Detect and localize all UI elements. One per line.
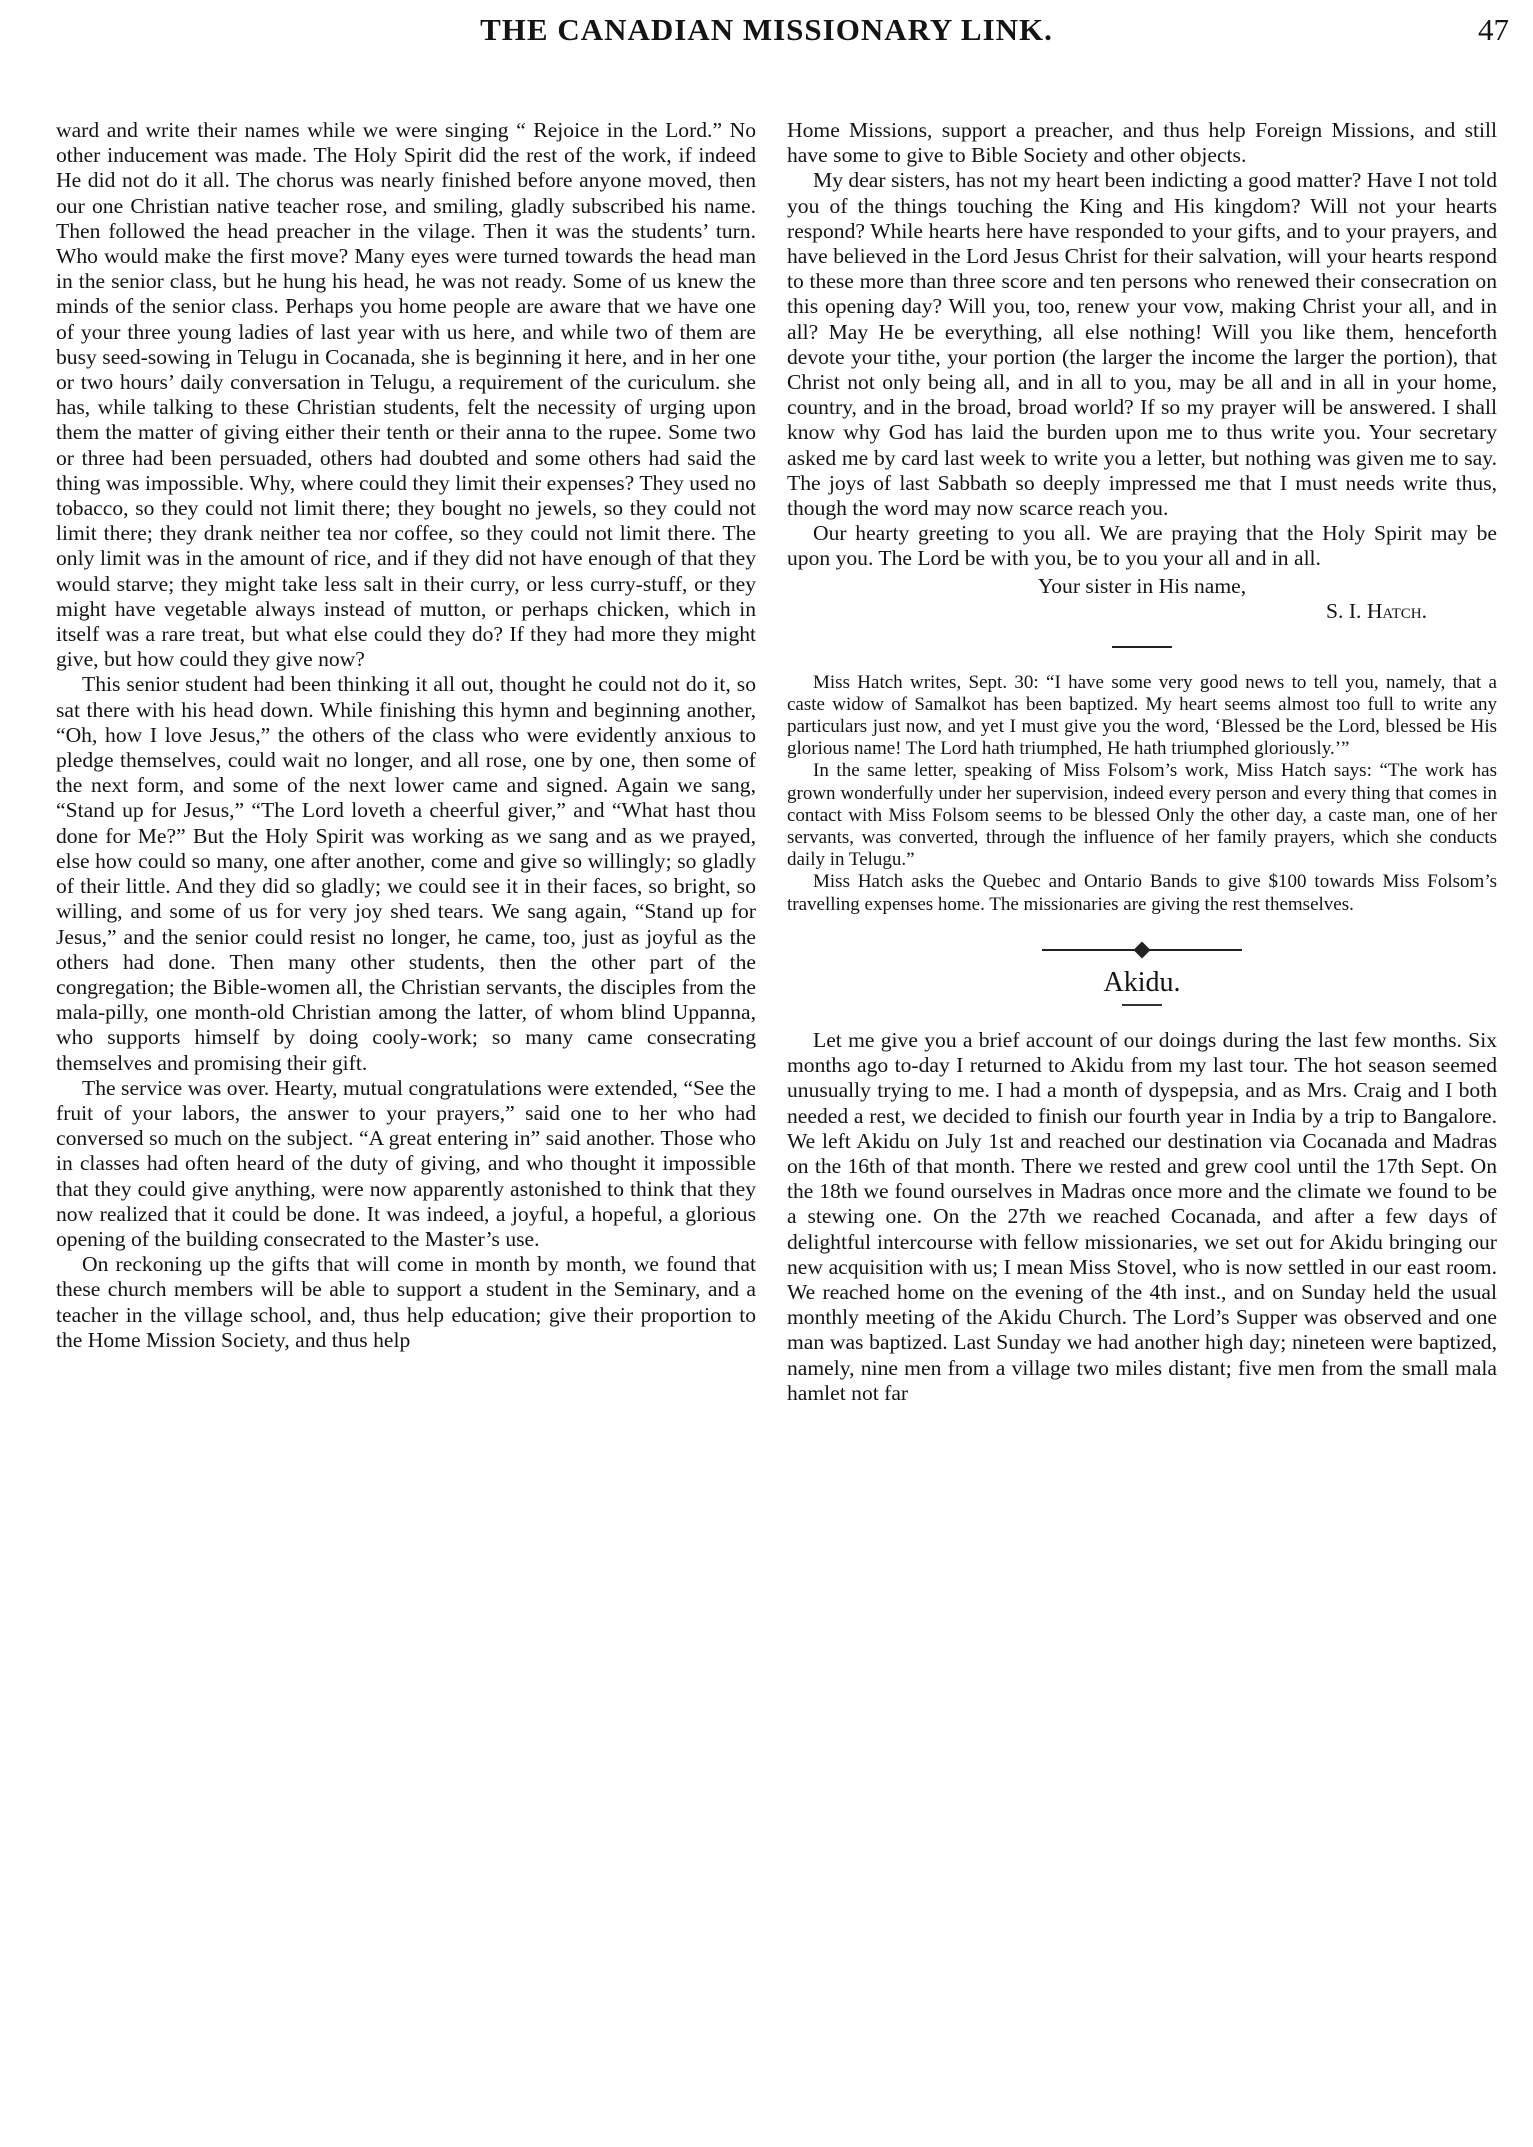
- paragraph: Our hearty greeting to you all. We are praying that the Holy Spirit may be upon you. The Lord be with you, be to you your all and in all.: [787, 521, 1497, 571]
- paragraph: The service was over. Hearty, mutual congratulations were extended, “See the fruit of your labors, the answer to your prayers,” said one to her who had conversed so much on the subject. “A great entering in” said another. Those who in classes had often heard of the duty of giving, and who thought it impossible that they could give anything, were now apparently astonished to think that they now realized that it could be done. It was indeed, a joyful, a hopeful, a glorious opening of the building consecrated to the Master’s use.: [56, 1075, 756, 1251]
- letter-signature: S. I. Hatch.: [1326, 598, 1427, 623]
- paragraph: ward and write their names while we were singing “ Rejoice in the Lord.” No other inducement was made. The Holy Spirit did the rest of the work, if indeed He did not do it all. The chorus was nearly finished before anyone moved, then our one Christian native teacher rose, and smiling, gladly subscribed his name. Then followed the head preacher in the vilage. Then it was the students’ turn. Who would make the first move? Many eyes were turned towards the head man in the senior class, but he hung his head, he was not ready. Some of us knew the minds of the senior class. Perhaps you home people are aware that we have one of your three young ladies of last year with us here, and while two of them are busy seed-sowing in Telugu in Cocanada, she is beginning it here, and in her one or two hours’ daily conversation in Telugu, a requirement of the curiculum. she has, while talking to these Christian students, felt the necessity of urging upon them the matter of giving either their tenth or their anna to the rupee. Some two or three had been persuaded, others had doubted and some others had said the thing was impossible. Why, where could they limit their expenses? They used no tobacco, so they could not limit there; they bought no jewels, so they could not limit there; they drank neither tea nor coffee, so they could not limit there. The only limit was in the amount of rice, and if they did not have enough of that they would starve; they might take less salt in their curry, or less curry-stuff, or they might have vegetable always instead of mutton, or perhaps chicken, which in itself was a rare treat, but what else could they do? If they had more they might give, but how could they give now?: [56, 118, 756, 672]
- left-column: [56, 118, 756, 1353]
- right-column: [787, 118, 1497, 1406]
- page-number: 47: [1478, 12, 1509, 47]
- separator-rule: [1112, 646, 1172, 648]
- paragraph: This senior student had been thinking it all out, thought he could not do it, so sat there with his head down. While finishing this hymn and beginning another, “Oh, how I love Jesus,” the others of the class who were evidently anxious to pledge themselves, could wait no longer, and all rose, one by one, then some of the next form, and some of the next lower came and signed. Again we sang, “Stand up for Jesus,” “The Lord loveth a cheerful giver,” and “What hast thou done for Me?” But the Holy Spirit was working as we sang and as we prayed, else how could so many, one after another, come and give so willingly; so gladly of their little. And they did so gladly; we could see it in their faces, so bright, so willing, and some of us for very joy shed tears. We sang again, “Stand up for Jesus,” and the senior could resist no longer, he came, too, just as joyful as the others had done. Then many other students, then the other part of the congregation; the Bible-women all, the Christian servants, the disciples from the mala-pilly, one month-old Christian among the latter, of whom blind Uppanna, who supports himself by doing cooly-work; so many came consecrating themselves and promising their gift.: [56, 672, 756, 1075]
- section-heading: Akidu.: [1103, 966, 1181, 998]
- ornamental-rule: [1042, 944, 1242, 956]
- news-note: Miss Hatch asks the Quebec and Ontario Bands to give $100 towards Miss Folsom’s travelling expenses home. The missionaries are giving the rest themselves.: [787, 871, 1497, 915]
- news-note: In the same letter, speaking of Miss Folsom’s work, Miss Hatch says: “The work has grown wonderfully under her supervision, indeed every person and every thing that comes in contact with Miss Folsom seems to be blessed Only the other day, a caste man, one of her servants, was converted, through the influence of her family prayers, which she conducts daily in Telugu.”: [787, 760, 1497, 871]
- heading-underline: [1122, 1004, 1162, 1006]
- paragraph: Let me give you a brief account of our doings during the last few months. Six months ago to-day I returned to Akidu from my last tour. The hot season seemed unusually trying to me. I had a month of dyspepsia, and as Mrs. Craig and I both needed a rest, we decided to finish our fourth year in India by a trip to Bangalore. We left Akidu on July 1st and reached our destination via Cocanada and Madras on the 16th of that month. There we rested and grew cool until the 17th Sept. On the 18th we found ourselves in Madras once more and the climate we found to be a stewing one. On the 27th we reached Cocanada, and after a few days of delightful intercourse with fellow missionaries, we set out for Akidu bringing our new acquisition with us; I mean Miss Stovel, who is now settled in our east room. We reached home on the evening of the 4th inst., and on Sunday held the usual monthly meeting of the Akidu Church. The Lord’s Supper was observed and one man was baptized. Last Sunday we had another high day; nineteen were baptized, namely, nine men from a village two miles distant; five men from the small mala hamlet not far: [787, 1027, 1497, 1405]
- ornament-diamond-icon: [1134, 941, 1151, 958]
- paragraph: My dear sisters, has not my heart been indicting a good matter? Have I not told you of the things touching the King and His kingdom? Will not your hearts respond? While hearts here have responded to your gifts, and to your prayers, and have believed in the Lord Jesus Christ for their salvation, will your hearts respond to these more than three score and ten persons who renewed their consecration on this opening day? Will you, too, renew your vow, making Christ your all, and in all? May He be everything, all else nothing! Will you like them, henceforth devote your tithe, your portion (the larger the income the larger the portion), that Christ not only being all, and in all to you, may be all and in all in your home, country, and in the broad, broad world? If so my prayer will be answered. I shall know why God has laid the burden upon me to thus write you. Your secretary asked me by card last week to write you a letter, but nothing was given me to say. The joys of last Sabbath so deeply impressed me that I must needs write thus, though the word may now scarce reach you.: [787, 168, 1497, 521]
- paragraph: Home Missions, support a preacher, and thus help Foreign Missions, and still have some to give to Bible Society and other objects.: [787, 118, 1497, 168]
- letter-closing: Your sister in His name,: [1037, 573, 1247, 598]
- masthead-title: THE CANADIAN MISSIONARY LINK.: [480, 12, 1053, 47]
- page-header: [0, 12, 1533, 52]
- paragraph: On reckoning up the gifts that will come in month by month, we found that these church members will be able to support a student in the Seminary, and a teacher in the village school, and, thus help education; give their proportion to the Home Mission Society, and thus help: [56, 1252, 756, 1352]
- news-note: Miss Hatch writes, Sept. 30: “I have some very good news to tell you, namely, that a caste widow of Samalkot has been baptized. My heart seems almost too full to write any particulars just now, and yet I must give you the word, ‘Blessed be the Lord, blessed be His glorious name! The Lord hath triumphed, He hath triumphed gloriously.’”: [787, 671, 1497, 760]
